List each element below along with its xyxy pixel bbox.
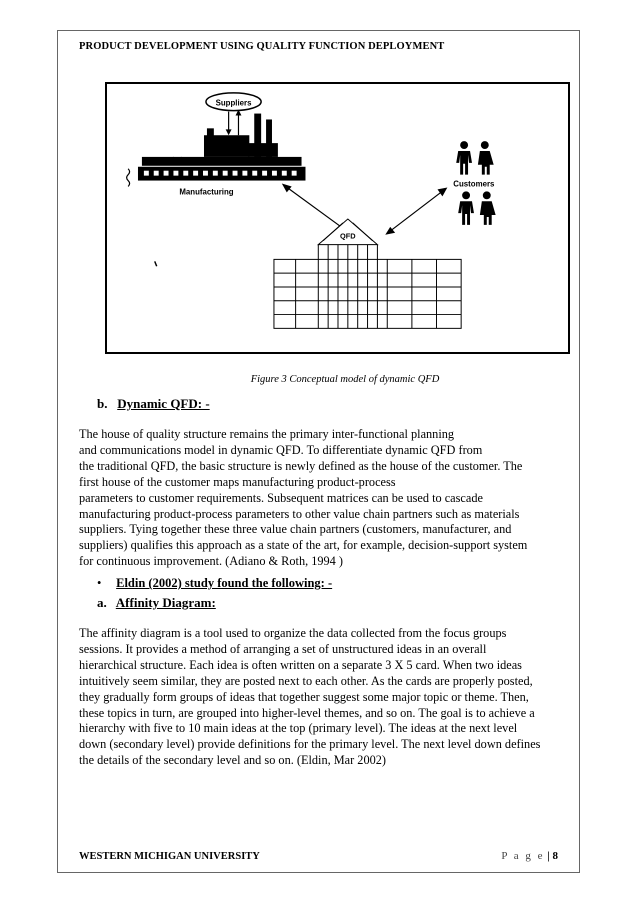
customers-qfd-arrow — [389, 190, 443, 231]
paragraph-line: these topics in turn, are grouped into higher-level themes, and so on. The goal is to achieve a — [79, 705, 535, 720]
arrowhead-customers — [438, 187, 448, 196]
section-a-title: Affinity Diagram: — [115, 595, 216, 610]
paragraph-line: they gradually form groups of ideas that together suggest some major topic or theme. Then, — [79, 689, 529, 704]
footer-page-number — [501, 850, 558, 862]
page-separator: | — [547, 850, 550, 862]
supplier-arrowhead-down — [226, 129, 232, 135]
qfd-conceptual-figure — [105, 82, 570, 354]
manufacturing-qfd-arrow — [286, 186, 348, 231]
paragraph-line: manufacturing product-process parameters to other value chain partners such as materials — [79, 506, 520, 521]
paragraph-line: down (secondary level) provide definitions for the primary level. The next level down defines — [79, 737, 541, 752]
customers-label: Customers — [453, 179, 495, 189]
section-b-marker: b. — [97, 396, 108, 411]
dynamic-qfd-paragraph — [79, 427, 564, 570]
paragraph-line: for continuous improvement. (Adiano & Roth, 1994 ) — [79, 554, 344, 569]
qfd-label: QFD — [340, 231, 356, 241]
section-b-title: Dynamic QFD: - — [117, 396, 210, 411]
paragraph-line: the traditional QFD, the basic structure is newly defined as the house of the customer. The — [79, 458, 523, 473]
paragraph-line: intuitively seem similar, they are posted next to each other. As the cards are properly posted, — [79, 673, 533, 688]
suppliers-label: Suppliers — [215, 98, 252, 108]
running-header: PRODUCT DEVELOPMENT USING QUALITY FUNCTION DEPLOYMENT — [79, 41, 445, 52]
bullet-symbol: • — [97, 576, 102, 590]
qfd-house — [274, 219, 461, 328]
paragraph-line: suppliers. Tying together these three value chain partners (customers, manufacturer, and — [79, 522, 512, 537]
eldin-bullet — [97, 576, 332, 591]
arrowhead-manufacturing — [282, 184, 292, 193]
bullet-text: Eldin (2002) study found the following: - — [116, 576, 333, 590]
paragraph-line: parameters to customer requirements. Subsequent matrices can be used to cascade — [79, 490, 483, 505]
paragraph-line: The house of quality structure remains the primary inter-functional planning — [79, 427, 455, 441]
footer-university: WESTERN MICHIGAN UNIVERSITY — [79, 851, 260, 862]
figure-caption: Figure 3 Conceptual model of dynamic QFD — [250, 374, 440, 385]
page-number: 8 — [552, 850, 558, 862]
section-b-heading — [97, 396, 210, 412]
section-a-heading — [97, 595, 216, 611]
paragraph-line: first house of the customer maps manufacturing product-process — [79, 474, 396, 489]
paragraph-line: hierarchy with five to 10 main ideas at the top (primary level). The ideas at the next level — [79, 721, 518, 736]
paragraph-line: and communications model in dynamic QFD. To differentiate dynamic QFD from — [79, 442, 483, 457]
smoke-mark — [127, 169, 130, 187]
section-a-marker: a. — [97, 595, 107, 610]
affinity-diagram-paragraph — [79, 626, 564, 769]
paragraph-line: the details of the secondary level and so on. (Eldin, Mar 2002) — [79, 753, 386, 768]
factory-icon — [138, 114, 306, 181]
paragraph-line: suppliers) qualifies this approach as a state of the art, for example, decision-support system — [79, 538, 528, 553]
page-label: P a g e — [501, 850, 545, 862]
paragraph-line: The affinity diagram is a tool used to organize the data collected from the focus groups — [79, 626, 507, 640]
stray-mark — [155, 261, 157, 266]
paragraph-line: hierarchical structure. Each idea is often written on a separate 3 X 5 card. When two ideas — [79, 657, 522, 672]
manufacturing-label: Manufacturing — [179, 187, 234, 197]
paragraph-line: sessions. It provides a method of arranging a set of unstructured ideas in an overall — [79, 641, 487, 656]
figure-drawing — [107, 84, 568, 352]
